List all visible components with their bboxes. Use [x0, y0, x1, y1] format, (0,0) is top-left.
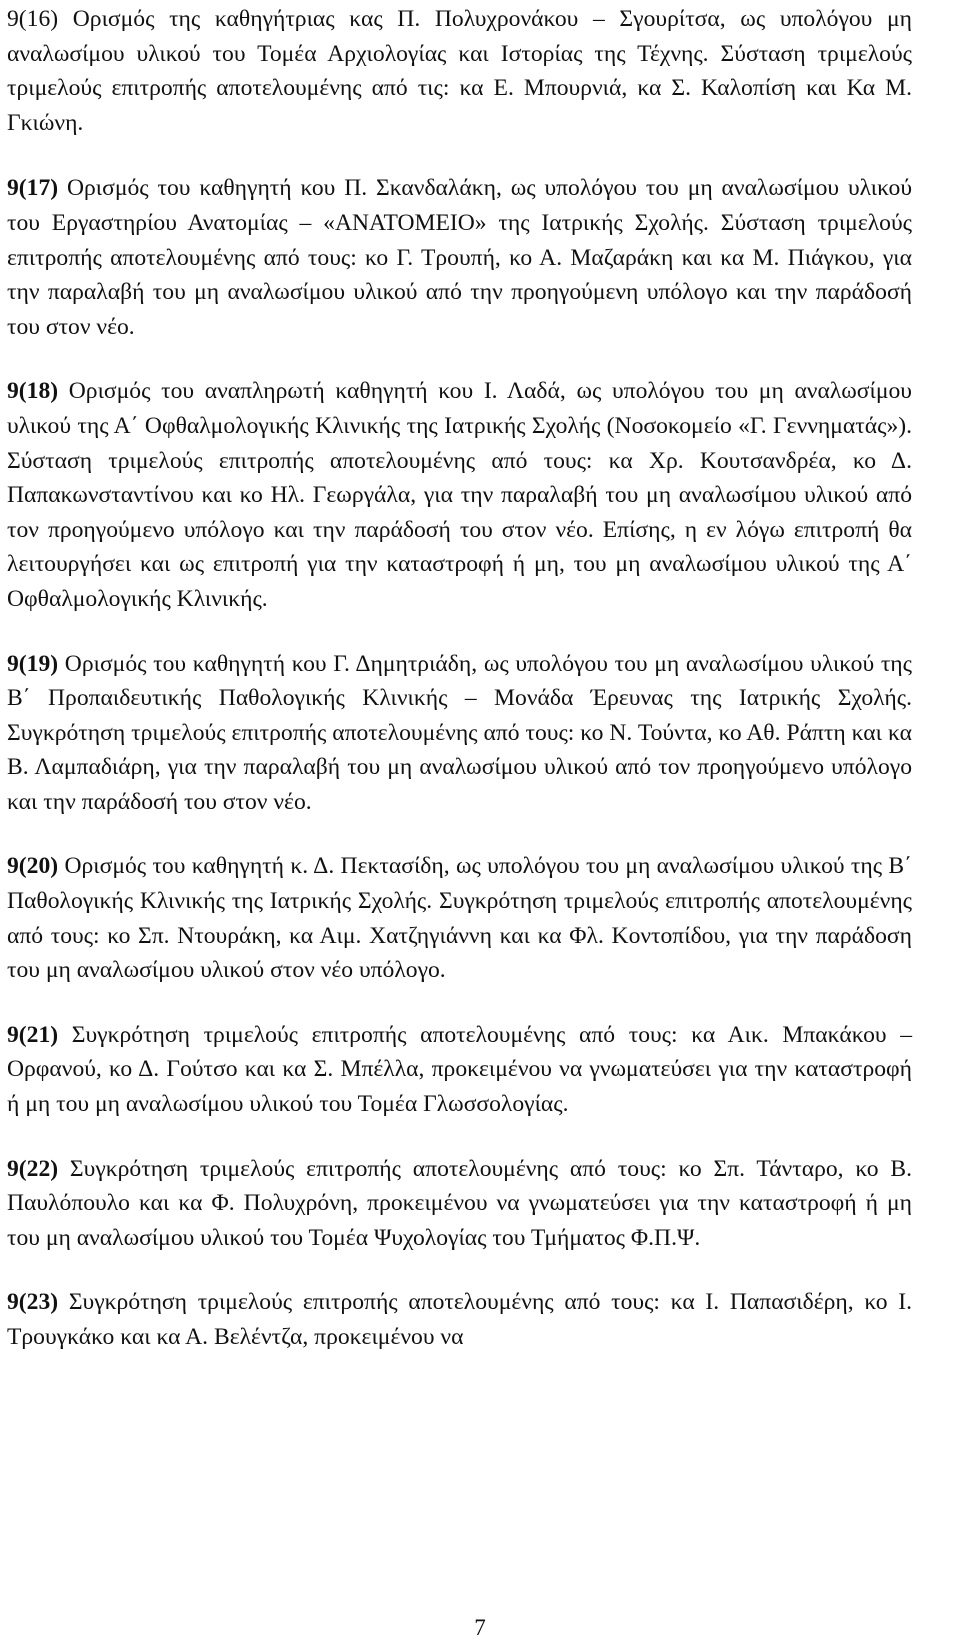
paragraph-number: 9(20): [7, 853, 59, 880]
paragraph-text: Ορισμός του αναπληρωτή καθηγητή κου Ι. Λαδά, ως υπολόγου του μη αναλωσίμου υλικού της Α΄ Οφθαλμολογικής Κλινικής της Ιατρικής Σχολής (Νοσοκομείο «Γ. Γεννηματάς»). Σύσταση τριμελούς επιτροπής αποτελουμένης από τους: κα Χρ. Κουτσανδρέα, κο Δ. Παπακωνσταντίνου και κο Ηλ. Γεωργάλα, για την παραλαβή του μη αναλωσίμου υλικού από τον προηγούμενο υπόλογο και την παράδοσή του στον νέο. Επίσης, η εν λόγω επιτροπή θα λειτουργήσει και ως επιτροπή για την καταστροφή ή μη, του μη αναλωσίμου υλικού της Α΄ Οφθαλμολογικής Κλινικής.: [7, 378, 912, 612]
page-number: 7: [474, 1615, 486, 1640]
paragraph-9-16: [7, 2, 912, 140]
paragraph-text: Συγκρότηση τριμελούς επιτροπής αποτελουμένης από τους: κα Αικ. Μπακάκου – Ορφανού, κο Δ. Γούτσο και κα Σ. Μπέλλα, προκειμένου να γνωματεύσει για την καταστροφή ή μη του μη αναλωσίμου υλικού του Τομέα Γλωσσολογίας.: [7, 1021, 912, 1118]
paragraph-9-20: [7, 849, 912, 987]
paragraph-9-18: [7, 374, 912, 616]
paragraph-9-22: [7, 1152, 912, 1256]
paragraph-text: Συγκρότηση τριμελούς επιτροπής αποτελουμένης από τους: κο Σπ. Τάνταρο, κο Β. Παυλόπουλο και κα Φ. Πολυχρόνη, προκειμένου να γνωματεύσει για την καταστροφή ή μη του μη αναλωσίμου υλικού του Τομέα Ψυχολογίας του Τμήματος Φ.Π.Ψ.: [7, 1155, 912, 1251]
paragraph-9-21: [7, 1018, 912, 1122]
paragraph-number: 9(18): [7, 378, 59, 405]
paragraph-text: Συγκρότηση τριμελούς επιτροπής αποτελουμένης από τους: κα Ι. Παπασιδέρη, κο Ι. Τρουγκάκο και κα Α. Βελέντζα, προκειμένου να: [7, 1289, 912, 1350]
paragraph-number: 9(22): [7, 1155, 59, 1182]
paragraph-text: 9(16) Ορισμός της καθηγήτριας κας Π. Πολυχρονάκου – Σγουρίτσα, ως υπολόγου μη αναλωσίμου υλικού του Τομέα Αρχιολογίας και Ιστορίας της Τέχνης. Σύσταση τριμελούς τριμελούς επιτροπής αποτελουμένης από τις: κα Ε. Μπουρνιά, κα Σ. Καλοπίση και Κα Μ. Γκιώνη.: [7, 6, 912, 136]
paragraph-9-23: [7, 1285, 912, 1354]
paragraph-text: Ορισμός του καθηγητή κου Π. Σκανδαλάκη, ως υπολόγου του μη αναλωσίμου υλικού του Εργαστηρίου Ανατομίας – «ΑΝΑΤΟΜΕΙΟ» της Ιατρικής Σχολής. Σύσταση τριμελούς επιτροπής αποτελουμένης από τους: κο Γ. Τρουπή, κο Α. Μαζαράκη και κα Μ. Πιάγκου, για την παραλαβή του μη αναλωσίμου υλικού από την προηγούμενη υπόλογο και την παράδοσή του στον νέο.: [7, 175, 912, 340]
paragraph-number: 9(21): [7, 1021, 59, 1048]
paragraph-number: 9(17): [7, 175, 59, 202]
paragraph-number: 9(23): [7, 1289, 59, 1316]
paragraph-number: 9(19): [7, 650, 59, 677]
document-body: [7, 2, 912, 1385]
paragraph-text: Ορισμός του καθηγητή κου Γ. Δημητριάδη, ως υπολόγου του μη αναλωσίμου υλικού της Β΄ Προπαιδευτικής Παθολογικής Κλινικής – Μονάδα Έρευνας της Ιατρικής Σχολής. Συγκρότηση τριμελούς επιτροπής αποτελουμένης από τους: κο Ν. Τούντα, κο Αθ. Ράπτη και κα Β. Λαμπαδιάρη, για την παραλαβή του μη αναλωσίμου υλικού από τον προηγούμενο υπόλογο και την παράδοσή του στον νέο.: [7, 650, 912, 815]
paragraph-9-17: [7, 171, 912, 344]
paragraph-9-19: [7, 647, 912, 820]
paragraph-text: Ορισμός του καθηγητή κ. Δ. Πεκτασίδη, ως υπολόγου του μη αναλωσίμου υλικού της Β΄ Παθολογικής Κλινικής της Ιατρικής Σχολής. Συγκρότηση τριμελούς επιτροπής αποτελουμένης από τους: κο Σπ. Ντουράκη, κα Αιμ. Χατζηγιάννη και κα Φλ. Κοντοπίδου, για την παράδοση του μη αναλωσίμου υλικού στον νέο υπόλογο.: [7, 853, 912, 984]
